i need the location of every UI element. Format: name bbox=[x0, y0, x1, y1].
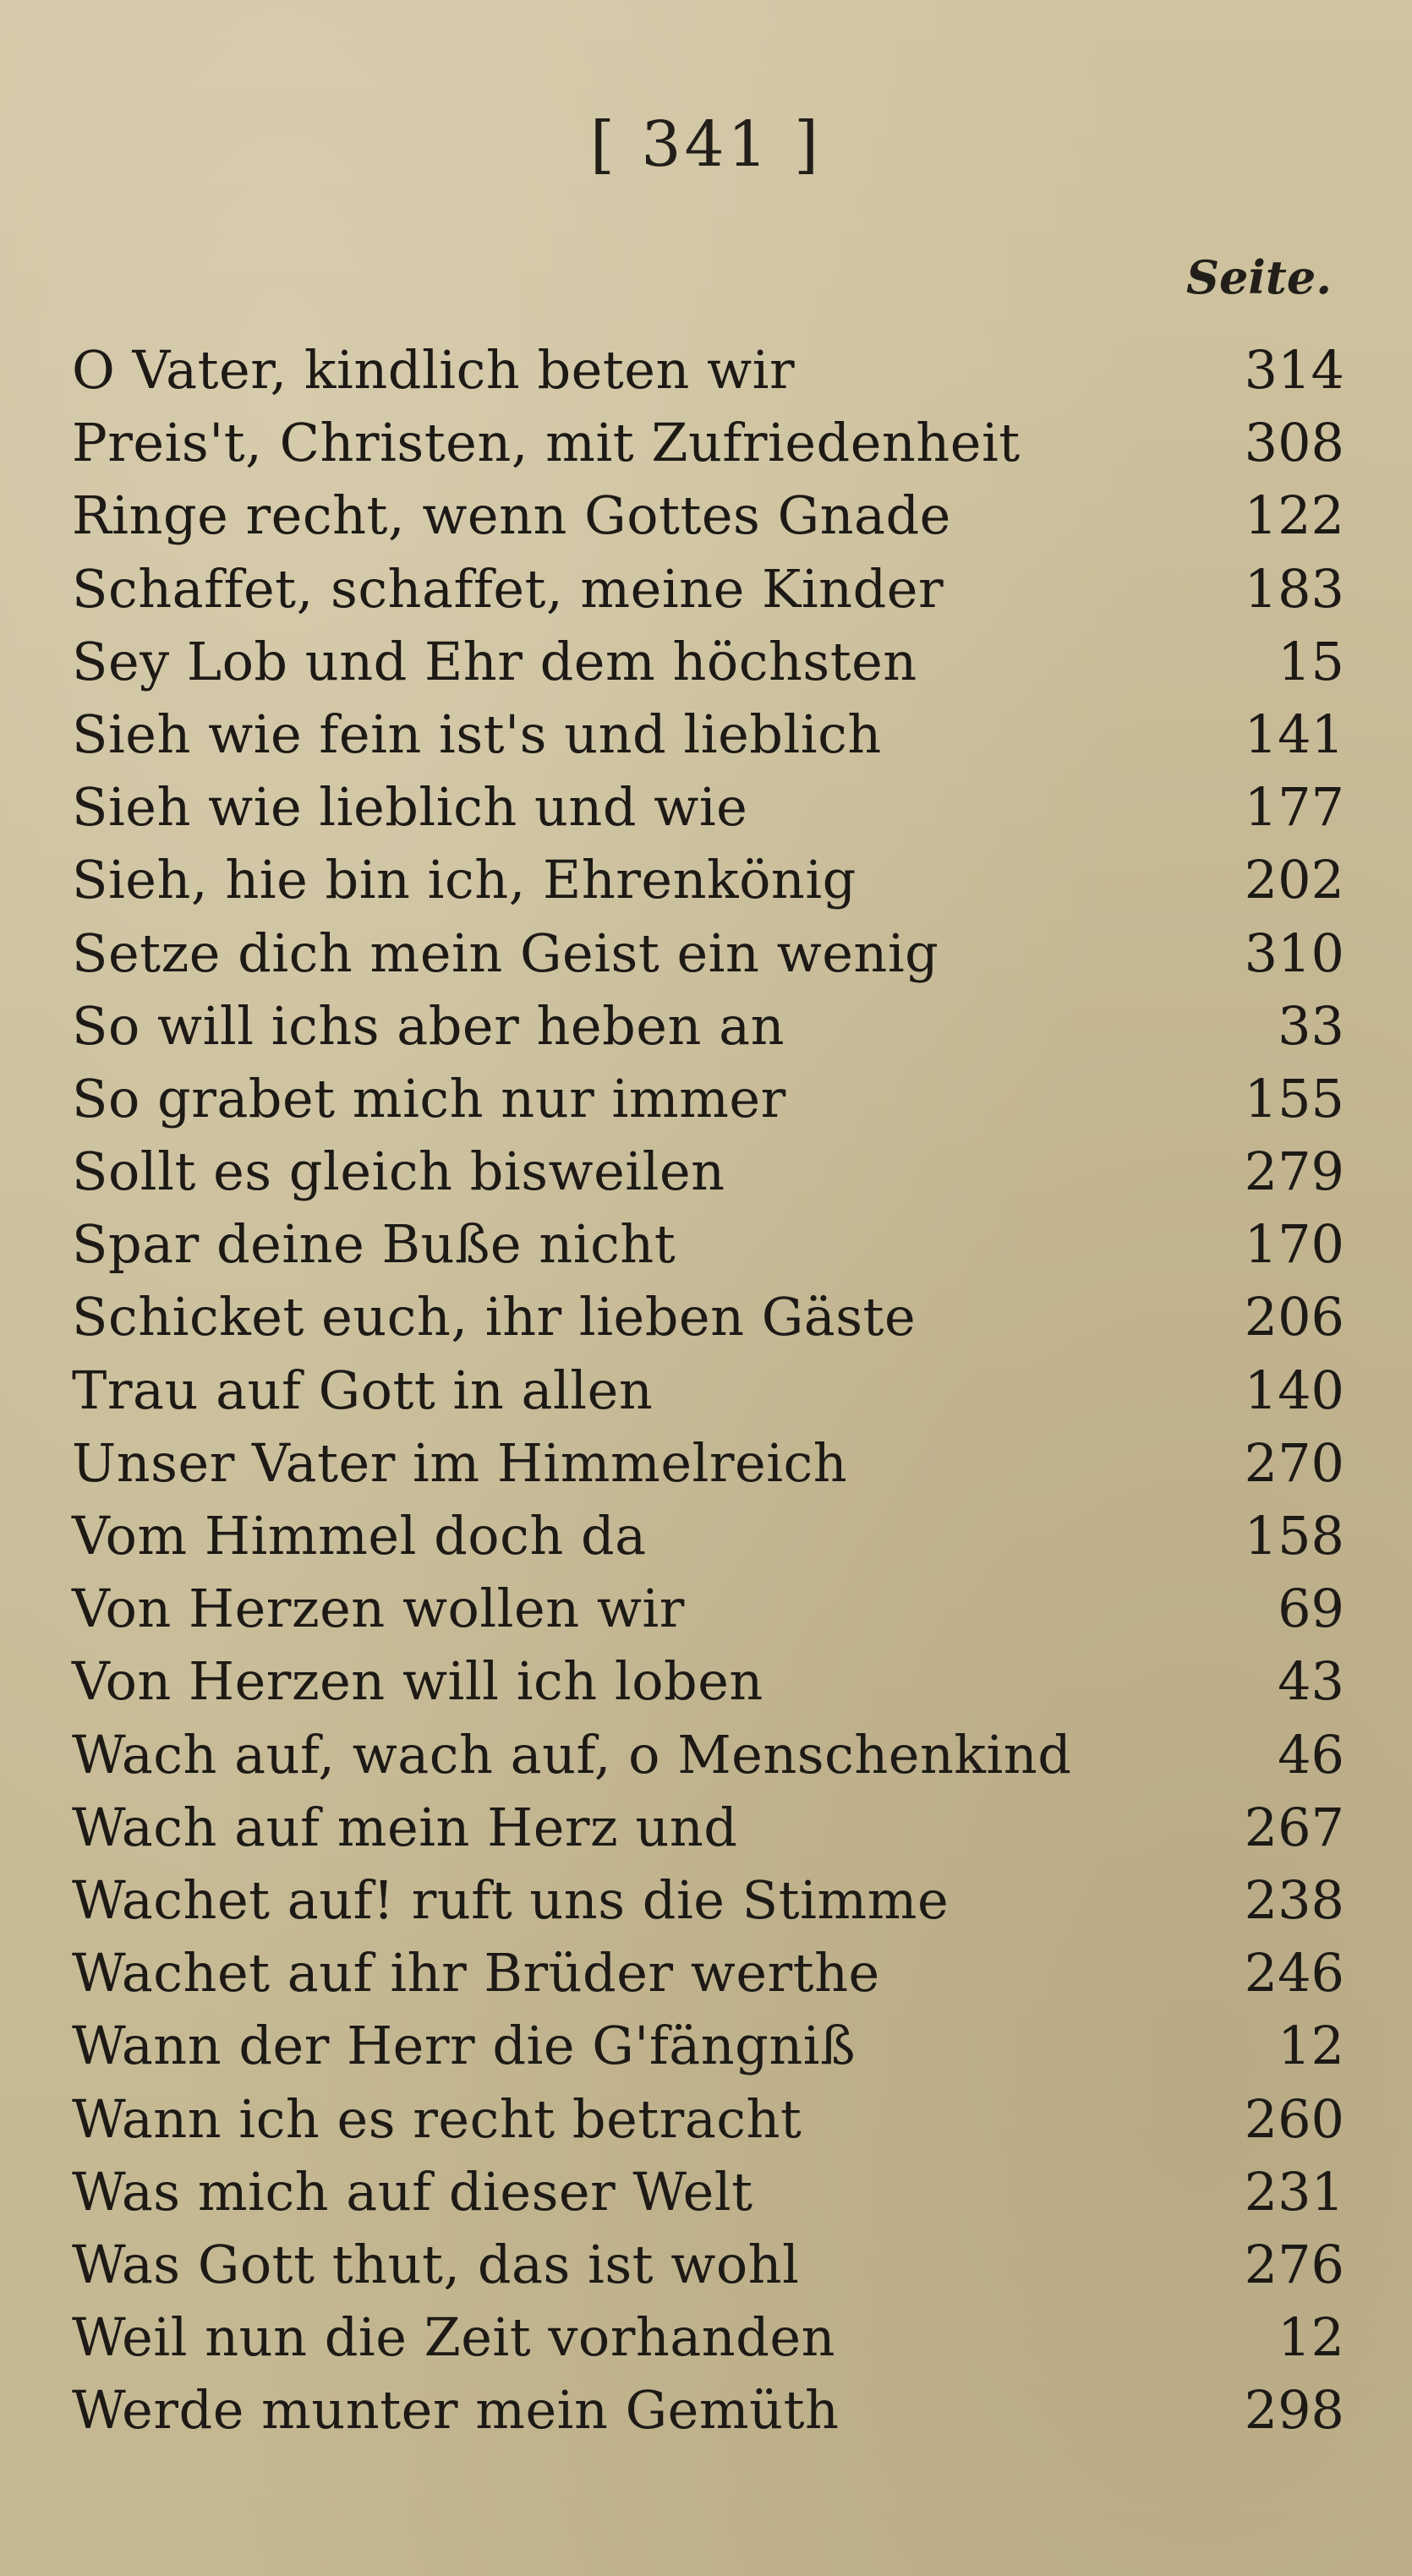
hymn-title: Wann der Herr die G'fängniß bbox=[72, 2015, 857, 2077]
hymn-title: Wachet auf ihr Brüder werthe bbox=[72, 1942, 880, 2004]
hymn-title: Sieh wie fein ist's und lieblich bbox=[72, 703, 882, 765]
hymn-title: Was mich auf dieser Welt bbox=[72, 2160, 753, 2223]
hymn-title: O Vater, kindlich beten wir bbox=[72, 339, 796, 401]
hymn-page-number: 276 bbox=[1244, 2233, 1344, 2295]
index-entry bbox=[72, 1281, 1344, 1354]
hymn-page-number: 270 bbox=[1244, 1431, 1344, 1494]
hymn-page-number: 170 bbox=[1244, 1213, 1344, 1276]
index-entry bbox=[72, 1937, 1344, 2010]
hymn-title: So will ichs aber heben an bbox=[72, 994, 785, 1057]
hymn-title: Setze dich mein Geist ein wenig bbox=[72, 922, 939, 984]
hymn-page-number: 206 bbox=[1244, 1286, 1344, 1348]
hymn-title: Vom Himmel doch da bbox=[72, 1505, 647, 1567]
index-entry bbox=[72, 407, 1344, 479]
hymn-page-number: 308 bbox=[1244, 412, 1344, 474]
index-entry bbox=[72, 771, 1344, 844]
hymn-title: Von Herzen wollen wir bbox=[72, 1578, 685, 1640]
index-entry bbox=[72, 1500, 1344, 1572]
hymn-title: Ringe recht, wenn Gottes Gnade bbox=[72, 484, 951, 547]
hymn-title: So grabet mich nur immer bbox=[72, 1067, 786, 1129]
hymn-page-number: 46 bbox=[1278, 1723, 1344, 1786]
hymn-title: Schaffet, schaffet, meine Kinder bbox=[72, 557, 944, 620]
hymn-page-number: 238 bbox=[1244, 1868, 1344, 1931]
index-entry bbox=[72, 844, 1344, 916]
hymn-page-number: 158 bbox=[1244, 1505, 1344, 1567]
index-entry bbox=[72, 2083, 1344, 2156]
hymn-title: Sey Lob und Ehr dem höchsten bbox=[72, 630, 917, 692]
hymn-page-number: 246 bbox=[1244, 1942, 1344, 2004]
hymn-title: Was Gott thut, das ist wohl bbox=[72, 2233, 800, 2295]
hymn-title: Sollt es gleich bisweilen bbox=[72, 1140, 725, 1203]
index-entry bbox=[72, 990, 1344, 1063]
hymn-page-number: 12 bbox=[1278, 2015, 1344, 2077]
hymn-page-number: 122 bbox=[1244, 484, 1344, 547]
hymn-title: Schicket euch, ihr lieben Gäste bbox=[72, 1286, 917, 1348]
hymn-title: Preis't, Christen, mit Zufriedenheit bbox=[72, 412, 1021, 474]
index-entry bbox=[72, 626, 1344, 698]
hymn-title: Wachet auf! ruft uns die Stimme bbox=[72, 1868, 950, 1931]
index-entry bbox=[72, 1864, 1344, 1937]
hymn-page-number: 183 bbox=[1244, 557, 1344, 620]
index-entry bbox=[72, 2301, 1344, 2374]
page-column-header: Seite. bbox=[1186, 250, 1332, 304]
index-entry bbox=[72, 479, 1344, 552]
hymn-page-number: 231 bbox=[1244, 2160, 1344, 2223]
hymn-page-number: 15 bbox=[1278, 630, 1344, 692]
hymn-page-number: 43 bbox=[1278, 1650, 1344, 1713]
hymn-page-number: 314 bbox=[1244, 339, 1344, 401]
index-entry bbox=[72, 1719, 1344, 1791]
index-entry bbox=[72, 1645, 1344, 1718]
hymn-title: Trau auf Gott in allen bbox=[72, 1359, 654, 1421]
hymn-page-number: 33 bbox=[1278, 994, 1344, 1057]
hymn-title: Wach auf mein Herz und bbox=[72, 1796, 738, 1858]
hymn-title: Sieh, hie bin ich, Ehrenkönig bbox=[72, 849, 857, 911]
index-entry bbox=[72, 553, 1344, 626]
index-entry bbox=[72, 1208, 1344, 1281]
hymn-page-number: 155 bbox=[1244, 1067, 1344, 1129]
hymn-title: Von Herzen will ich loben bbox=[72, 1650, 763, 1713]
hymn-page-number: 298 bbox=[1244, 2379, 1344, 2442]
index-entry bbox=[72, 1572, 1344, 1645]
index-entry bbox=[72, 1791, 1344, 1864]
hymn-title: Wach auf, wach auf, o Menschenkind bbox=[72, 1723, 1072, 1786]
hymn-title: Unser Vater im Himmelreich bbox=[72, 1431, 848, 1494]
hymn-title: Werde munter mein Gemüth bbox=[72, 2379, 840, 2442]
hymn-title: Spar deine Buße nicht bbox=[72, 1213, 676, 1276]
index-entry bbox=[72, 2010, 1344, 2082]
hymn-page-number: 177 bbox=[1244, 776, 1344, 839]
hymn-page-number: 69 bbox=[1278, 1578, 1344, 1640]
index-entry bbox=[72, 698, 1344, 771]
hymn-title: Wann ich es recht betracht bbox=[72, 2087, 802, 2150]
hymn-page-number: 140 bbox=[1244, 1359, 1344, 1421]
hymn-page-number: 260 bbox=[1244, 2087, 1344, 2150]
index-entry bbox=[72, 1063, 1344, 1135]
index-entry bbox=[72, 917, 1344, 990]
index-entry bbox=[72, 2374, 1344, 2447]
index-entry bbox=[72, 2156, 1344, 2229]
index-entry bbox=[72, 334, 1344, 407]
index-entry bbox=[72, 1354, 1344, 1427]
hymn-index-list bbox=[72, 334, 1344, 2447]
hymn-title: Weil nun die Zeit vorhanden bbox=[72, 2306, 835, 2369]
hymn-title: Sieh wie lieblich und wie bbox=[72, 776, 748, 839]
hymn-page-number: 141 bbox=[1244, 703, 1344, 765]
hymn-page-number: 267 bbox=[1244, 1796, 1344, 1858]
index-entry bbox=[72, 1427, 1344, 1500]
hymn-page-number: 279 bbox=[1244, 1140, 1344, 1203]
index-entry bbox=[72, 1135, 1344, 1208]
index-entry bbox=[72, 2229, 1344, 2301]
hymn-page-number: 310 bbox=[1244, 922, 1344, 984]
hymn-page-number: 12 bbox=[1278, 2306, 1344, 2369]
page-number: [ 341 ] bbox=[589, 108, 823, 181]
hymn-page-number: 202 bbox=[1244, 849, 1344, 911]
